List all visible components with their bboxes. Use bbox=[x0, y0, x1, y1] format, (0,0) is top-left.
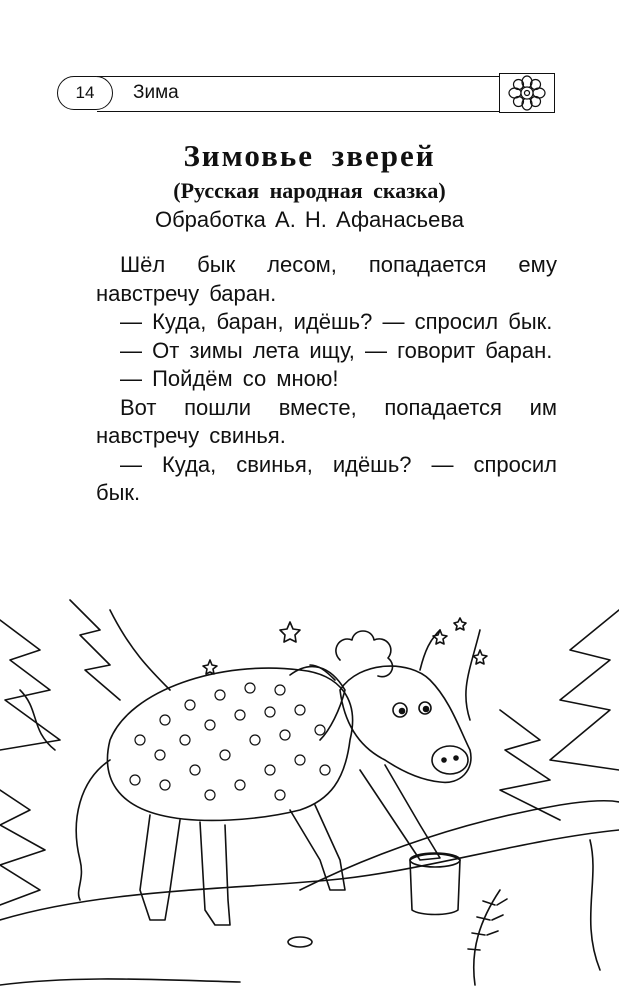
story-adaptation: Обработка А. Н. Афанасьева bbox=[154, 207, 465, 232]
paragraph: — Куда, свинья, идёшь? — спросил бык. bbox=[96, 451, 557, 505]
header-ornament bbox=[499, 73, 555, 113]
story-title: Зимовье зверей bbox=[183, 138, 436, 173]
paragraph: Шёл бык лесом, попадается ему навстречу баран. bbox=[96, 252, 557, 306]
bull-illustration bbox=[0, 590, 619, 1000]
page-header bbox=[57, 73, 555, 113]
paragraph: — Куда, баран, идёшь? — спросил бык. bbox=[120, 309, 553, 334]
flower-icon bbox=[508, 75, 546, 111]
paragraph: — Пойдём со мною! bbox=[120, 366, 339, 391]
paragraph: Вот пошли вместе, попадается им навстречу свинья. bbox=[96, 394, 557, 448]
page-number: 14 bbox=[57, 76, 113, 110]
story-text bbox=[96, 251, 557, 508]
story-subtitle: (Русская народная сказка) bbox=[173, 178, 446, 203]
paragraph: — От зимы лета ищу, — говорит баран. bbox=[120, 337, 553, 363]
section-title: Зима bbox=[133, 82, 179, 103]
